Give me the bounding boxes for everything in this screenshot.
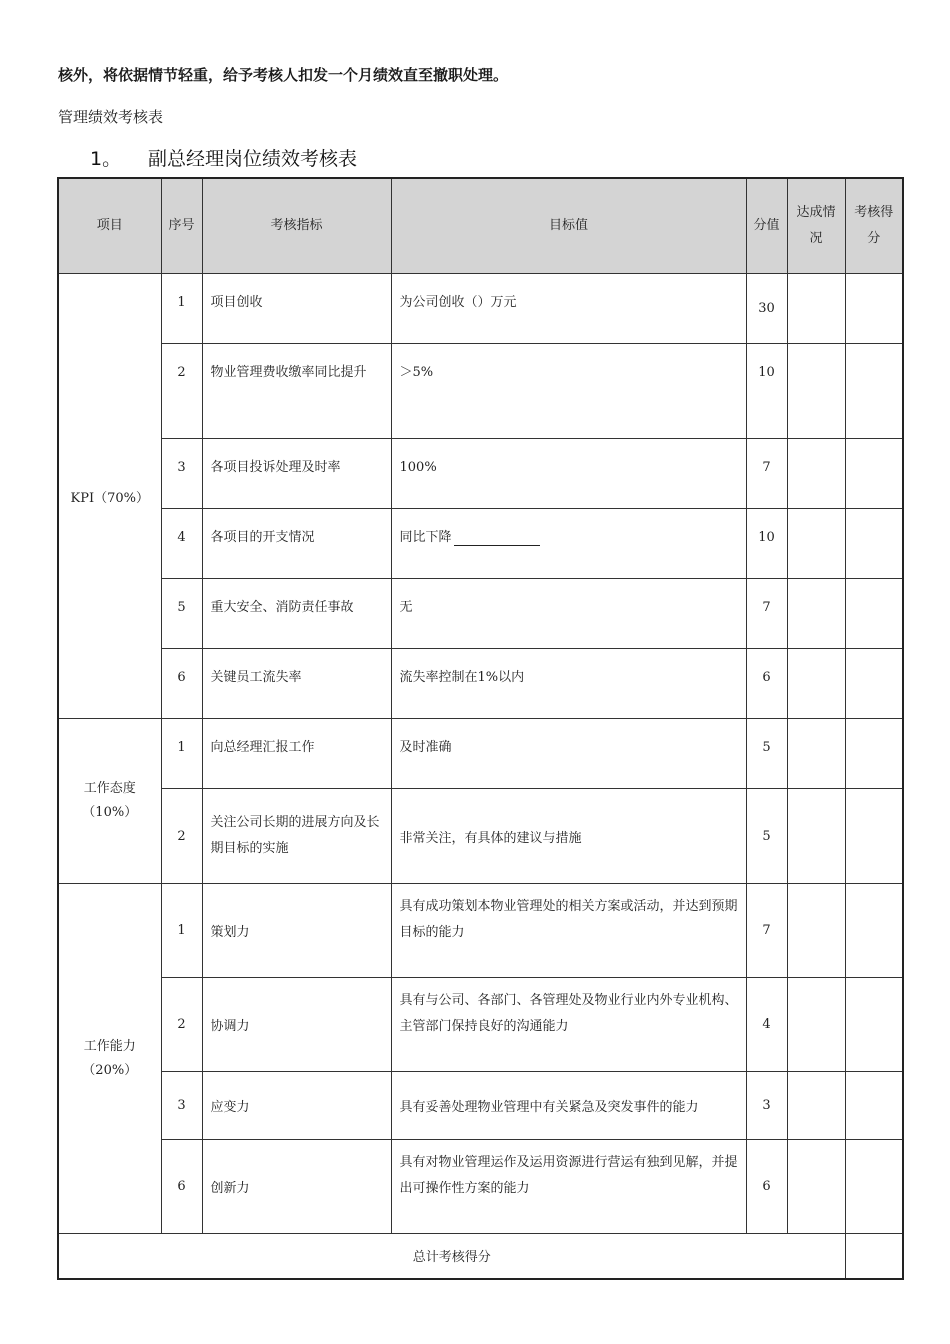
table-row <box>58 789 903 884</box>
achieved-cell[interactable] <box>787 719 845 789</box>
group-attitude: 工作态度（10%） <box>58 719 161 884</box>
table-row <box>58 344 903 439</box>
header-indicator: 考核指标 <box>202 178 391 274</box>
row-indicator: 向总经理汇报工作 <box>202 719 391 789</box>
total-score-cell[interactable] <box>845 1234 903 1279</box>
total-label: 总计考核得分 <box>58 1234 845 1279</box>
result-cell[interactable] <box>845 1072 903 1140</box>
result-cell[interactable] <box>845 884 903 978</box>
row-target: 具有成功策划本物业管理处的相关方案或活动，并达到预期目标的能力 <box>391 884 746 978</box>
row-target: 100% <box>391 439 746 509</box>
result-cell[interactable] <box>845 274 903 344</box>
group-kpi: KPI（70%） <box>58 274 161 719</box>
achieved-cell[interactable] <box>787 1072 845 1140</box>
total-row <box>58 1234 903 1279</box>
row-score: 7 <box>746 884 787 978</box>
row-target: 无 <box>391 579 746 649</box>
row-score: 6 <box>746 649 787 719</box>
row-indicator: 重大安全、消防责任事故 <box>202 579 391 649</box>
header-achieved: 达成情况 <box>787 178 845 274</box>
header-row <box>58 178 903 274</box>
result-cell[interactable] <box>845 344 903 439</box>
row-indicator: 各项目投诉处理及时率 <box>202 439 391 509</box>
achieved-cell[interactable] <box>787 344 845 439</box>
row-seq: 1 <box>161 274 202 344</box>
row-target: 具有与公司、各部门、各管理处及物业行业内外专业机构、主管部门保持良好的沟通能力 <box>391 978 746 1072</box>
result-cell[interactable] <box>845 509 903 579</box>
table-row <box>58 649 903 719</box>
row-target: 流失率控制在1%以内 <box>391 649 746 719</box>
row-seq: 4 <box>161 509 202 579</box>
row-indicator: 协调力 <box>202 978 391 1072</box>
row-indicator: 关键员工流失率 <box>202 649 391 719</box>
row-seq: 2 <box>161 344 202 439</box>
row-score: 7 <box>746 439 787 509</box>
intro-text: 核外，将依据情节轻重，给予考核人扣发一个月绩效直至撤职处理。 <box>58 66 509 84</box>
result-cell[interactable] <box>845 439 903 509</box>
achieved-cell[interactable] <box>787 884 845 978</box>
title-text: 副总经理岗位绩效考核表 <box>148 148 358 170</box>
row-score: 7 <box>746 579 787 649</box>
row-indicator: 关注公司长期的进展方向及长期目标的实施 <box>202 789 391 884</box>
header-result: 考核得分 <box>845 178 903 274</box>
row-target: 为公司创收（）万元 <box>391 274 746 344</box>
row-target: 具有妥善处理物业管理中有关紧急及突发事件的能力 <box>391 1072 746 1140</box>
header-score: 分值 <box>746 178 787 274</box>
row-indicator: 策划力 <box>202 884 391 978</box>
row-score: 4 <box>746 978 787 1072</box>
table-row <box>58 509 903 579</box>
achieved-cell[interactable] <box>787 978 845 1072</box>
section-label: 管理绩效考核表 <box>58 108 164 126</box>
row-seq: 3 <box>161 1072 202 1140</box>
row-score: 30 <box>746 274 787 344</box>
row-score: 5 <box>746 789 787 884</box>
achieved-cell[interactable] <box>787 439 845 509</box>
row-indicator: 创新力 <box>202 1140 391 1234</box>
row-seq: 2 <box>161 978 202 1072</box>
achieved-cell[interactable] <box>787 649 845 719</box>
row-seq: 6 <box>161 649 202 719</box>
row-score: 10 <box>746 509 787 579</box>
row-target <box>391 509 746 579</box>
table-row <box>58 274 903 344</box>
achieved-cell[interactable] <box>787 789 845 884</box>
table-row <box>58 719 903 789</box>
row-seq: 3 <box>161 439 202 509</box>
row-indicator: 项目创收 <box>202 274 391 344</box>
result-cell[interactable] <box>845 579 903 649</box>
row-target: 非常关注，有具体的建议与措施 <box>391 789 746 884</box>
row-indicator: 各项目的开支情况 <box>202 509 391 579</box>
row-target: 及时准确 <box>391 719 746 789</box>
header-seq: 序号 <box>161 178 202 274</box>
row-target: 具有对物业管理运作及运用资源进行营运有独到见解，并提出可操作性方案的能力 <box>391 1140 746 1234</box>
row-seq: 6 <box>161 1140 202 1234</box>
row-seq: 1 <box>161 884 202 978</box>
table-row <box>58 978 903 1072</box>
group-ability: 工作能力（20%） <box>58 884 161 1234</box>
row-seq: 5 <box>161 579 202 649</box>
row-score: 3 <box>746 1072 787 1140</box>
assessment-table <box>57 177 904 1280</box>
table-row <box>58 1140 903 1234</box>
table-row <box>58 884 903 978</box>
result-cell[interactable] <box>845 649 903 719</box>
table-row <box>58 1072 903 1140</box>
row-target: ＞5% <box>391 344 746 439</box>
row-indicator: 物业管理费收缴率同比提升 <box>202 344 391 439</box>
table-title <box>90 144 357 171</box>
title-number: 1。 <box>90 148 122 170</box>
header-target: 目标值 <box>391 178 746 274</box>
target-text: 同比下降 <box>400 525 452 551</box>
row-indicator: 应变力 <box>202 1072 391 1140</box>
result-cell[interactable] <box>845 1140 903 1234</box>
row-seq: 1 <box>161 719 202 789</box>
row-seq: 2 <box>161 789 202 884</box>
row-score: 5 <box>746 719 787 789</box>
achieved-cell[interactable] <box>787 579 845 649</box>
table-row <box>58 439 903 509</box>
result-cell[interactable] <box>845 719 903 789</box>
result-cell[interactable] <box>845 789 903 884</box>
result-cell[interactable] <box>845 978 903 1072</box>
header-item: 项目 <box>58 178 161 274</box>
achieved-cell[interactable] <box>787 509 845 579</box>
row-score: 6 <box>746 1140 787 1234</box>
achieved-cell[interactable] <box>787 1140 845 1234</box>
row-score: 10 <box>746 344 787 439</box>
achieved-cell[interactable] <box>787 274 845 344</box>
table-row <box>58 579 903 649</box>
